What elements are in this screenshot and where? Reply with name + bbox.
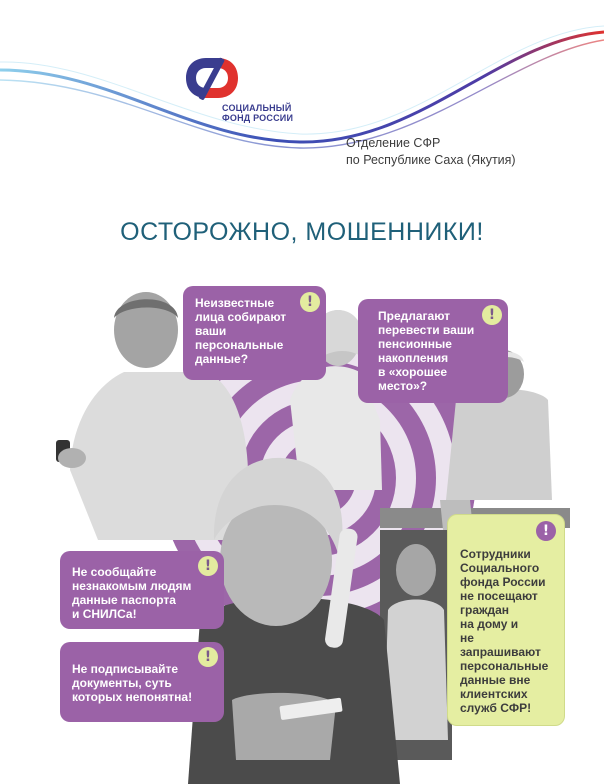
bubble-line: на дому и: [460, 617, 519, 631]
bubble-line: не запрашивают: [460, 631, 541, 659]
bubble-text: [195, 296, 314, 366]
speech-bubble-passport-snils: [60, 551, 224, 629]
bubble-text: [72, 565, 212, 621]
bubble-line: данные паспорта: [72, 593, 176, 607]
bubble-line: не посещают: [460, 589, 538, 603]
bubble-text: [72, 662, 212, 704]
bubble-line: и СНИЛСа!: [72, 607, 137, 621]
bubble-line: граждан: [460, 603, 510, 617]
bubble-line: незнакомым людям: [72, 579, 192, 593]
speech-bubble-pension-savings: [358, 299, 508, 403]
page-title: ОСТОРОЖНО, МОШЕННИКИ!: [120, 218, 484, 246]
bubble-line: пенсионные: [378, 337, 452, 351]
bubble-line: Социального: [460, 561, 540, 575]
bubble-line: персональные: [460, 659, 549, 673]
logo-line1: СОЦИАЛЬНЫЙ: [222, 103, 292, 113]
warning-icon: !: [536, 521, 556, 541]
bubble-line: документы, суть: [72, 676, 172, 690]
speech-bubble-sfr-employees: [447, 514, 565, 726]
speech-bubble-personal-data: [183, 286, 326, 380]
bubble-text: [460, 547, 552, 715]
bubble-line: данные вне: [460, 673, 531, 687]
logo-line2: ФОНД РОССИИ: [222, 113, 294, 123]
bubble-line: персональные: [195, 338, 284, 352]
speech-bubble-documents: [60, 642, 224, 722]
bubble-line: ваши: [195, 324, 227, 338]
bubble-line: которых непонятна!: [72, 690, 193, 704]
bubble-line: Неизвестные: [195, 296, 275, 310]
bubble-line: Предлагают: [378, 309, 451, 323]
bubble-line: перевести ваши: [378, 323, 475, 337]
bubble-line: место»?: [378, 379, 428, 393]
bubble-line: служб СФР!: [460, 701, 532, 715]
bubble-line: накопления: [378, 351, 449, 365]
bubble-line: Не подписывайте: [72, 662, 179, 676]
warning-icon: !: [300, 292, 320, 312]
bubble-line: данные?: [195, 352, 249, 366]
branch-line1: Отделение СФР: [346, 136, 441, 150]
bubble-line: в «хорошее: [378, 365, 448, 379]
bubble-line: Не сообщайте: [72, 565, 157, 579]
branch-line2: по Республике Саха (Якутия): [346, 153, 516, 167]
bubble-line: клиентских: [460, 687, 528, 701]
bubble-line: Сотрудники: [460, 547, 531, 561]
bubble-line: лица собирают: [195, 310, 287, 324]
warning-icon: !: [198, 647, 218, 667]
warning-icon: !: [198, 556, 218, 576]
warning-icon: !: [482, 305, 502, 325]
bubble-text: [378, 309, 496, 393]
bubble-line: фонда России: [460, 575, 546, 589]
